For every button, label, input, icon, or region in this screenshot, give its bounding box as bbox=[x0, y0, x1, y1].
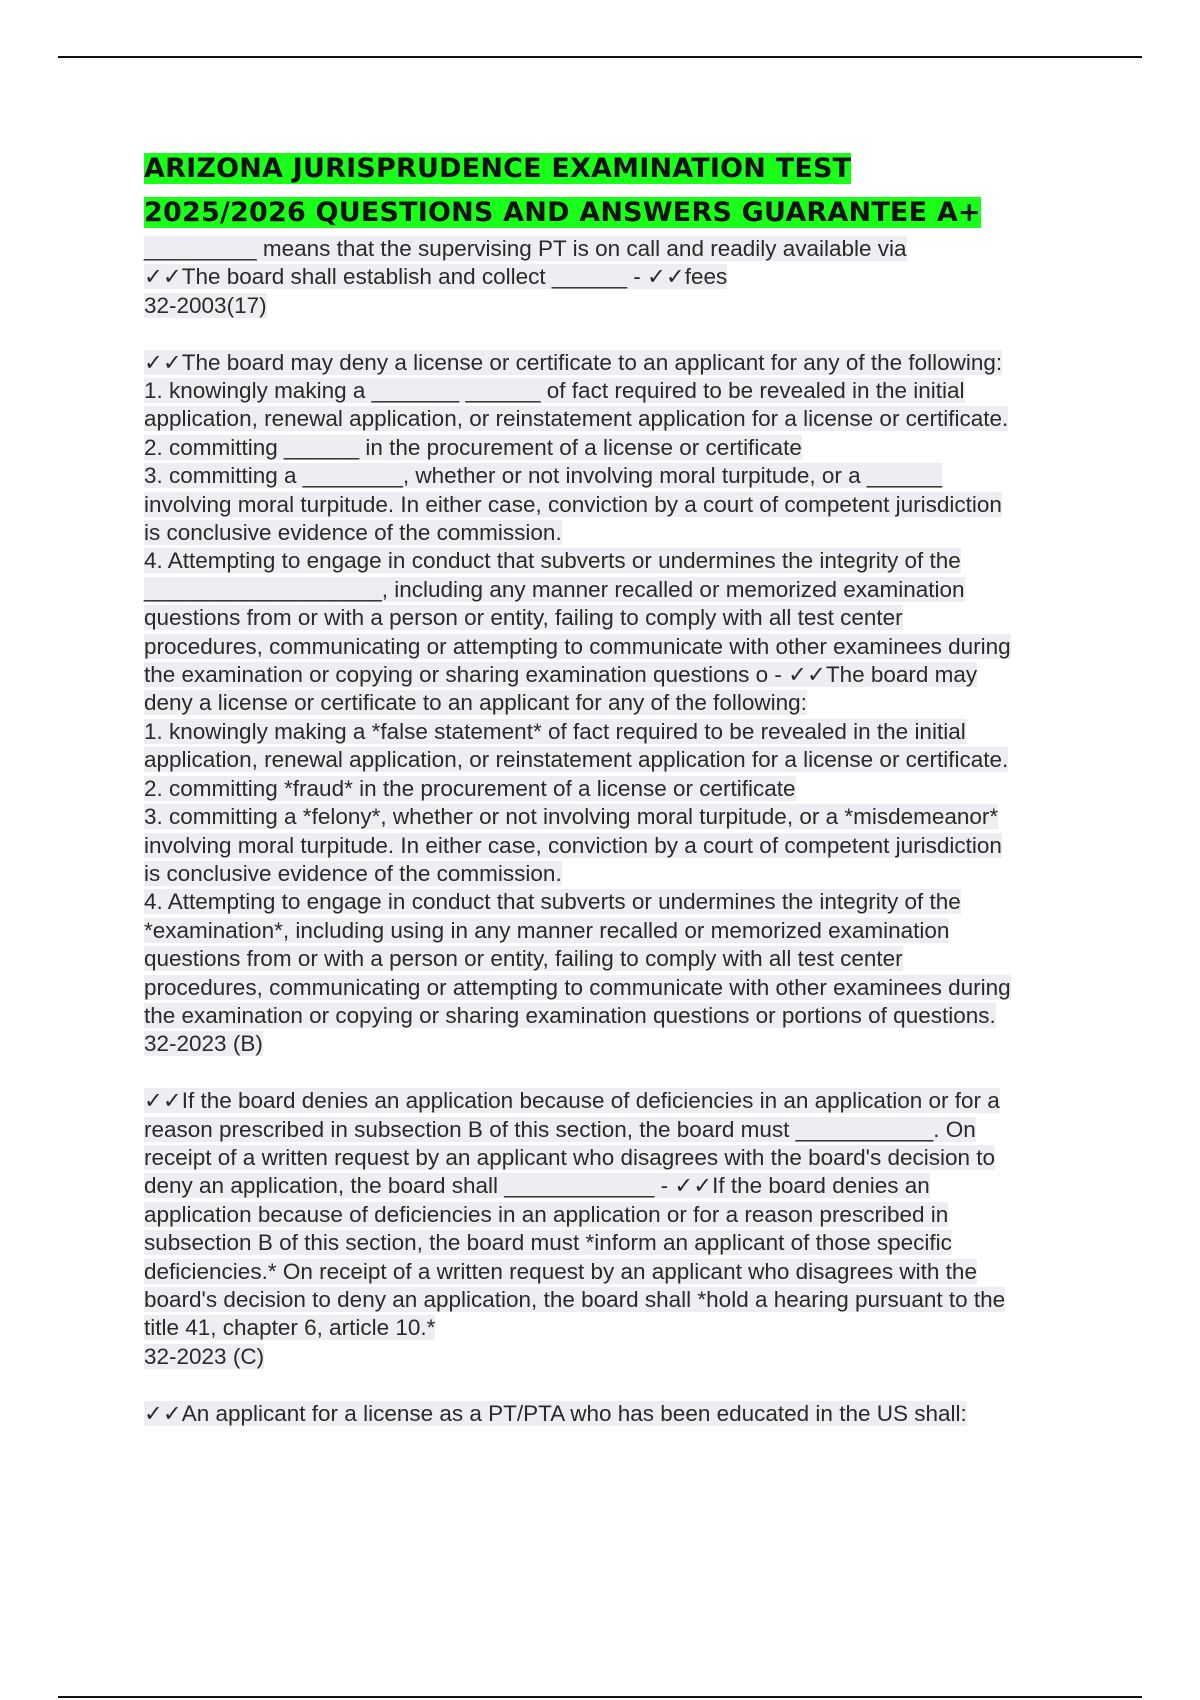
text-line-content: application, renewal application, or reinstatement application for a license or certificate. bbox=[144, 406, 1009, 432]
text-line-content: is conclusive evidence of the commission. bbox=[144, 520, 562, 546]
text-line-content: questions from or with a person or entity, failing to comply with all test center bbox=[144, 605, 903, 631]
text-line-content: *examination*, including using in any manner recalled or memorized examination bbox=[144, 917, 950, 943]
text-line bbox=[144, 1144, 1084, 1172]
qa-body bbox=[144, 235, 1084, 1428]
text-line bbox=[144, 860, 1084, 888]
paragraph-gap bbox=[144, 320, 1084, 348]
text-line-content: application, renewal application, or reinstatement application for a license or certificate. bbox=[144, 747, 1009, 773]
text-line bbox=[144, 349, 1084, 377]
text-line bbox=[144, 1172, 1084, 1200]
text-line-content: 1. knowingly making a *false statement* of fact required to be revealed in the initial bbox=[144, 718, 966, 744]
qa-block-license-denial bbox=[144, 349, 1084, 1059]
text-line bbox=[144, 434, 1084, 462]
text-line bbox=[144, 746, 1084, 774]
text-line-content: 32-2003(17) bbox=[144, 292, 267, 318]
text-line-content: 2. committing ______ in the procurement of a license or certificate bbox=[144, 434, 802, 460]
document-page bbox=[144, 147, 1084, 1428]
text-line bbox=[144, 1258, 1084, 1286]
text-line-content: ✓✓The board may deny a license or certificate to an applicant for any of the following: bbox=[144, 349, 1003, 375]
text-line bbox=[144, 491, 1084, 519]
text-line bbox=[144, 1201, 1084, 1229]
text-line-content: application because of deficiencies in an application or for a reason prescribed in bbox=[144, 1201, 949, 1227]
document-title bbox=[144, 147, 1084, 235]
text-line bbox=[144, 1030, 1084, 1058]
text-line bbox=[144, 633, 1084, 661]
text-line bbox=[144, 775, 1084, 803]
text-line bbox=[144, 974, 1084, 1002]
text-line-content: ✓✓If the board denies an application because of deficiencies in an application or for a bbox=[144, 1088, 1000, 1114]
text-line-content: procedures, communicating or attempting to communicate with other examinees during bbox=[144, 633, 1011, 659]
text-line-content: 3. committing a *felony*, whether or not involving moral turpitude, or a *misdemeanor* bbox=[144, 804, 999, 830]
text-line bbox=[144, 888, 1084, 916]
paragraph-gap bbox=[144, 1371, 1084, 1399]
text-line bbox=[144, 1343, 1084, 1371]
text-line bbox=[144, 235, 1084, 263]
text-line-content: ✓✓An applicant for a license as a PT/PTA who has been educated in the US shall: bbox=[144, 1400, 967, 1426]
text-line bbox=[144, 604, 1084, 632]
text-line-content: 1. knowingly making a _______ ______ of fact required to be revealed in the initial bbox=[144, 378, 965, 404]
text-line-content: reason prescribed in subsection B of this section, the board must ___________. On bbox=[144, 1116, 976, 1142]
text-line-content: ✓✓The board shall establish and collect ______ - ✓✓fees bbox=[144, 264, 728, 290]
text-line-content: receipt of a written request by an applicant who disagrees with the board's decision to bbox=[144, 1144, 996, 1170]
bottom-rule bbox=[58, 1696, 1142, 1698]
text-line-content: 4. Attempting to engage in conduct that subverts or undermines the integrity of the bbox=[144, 548, 961, 574]
title-line-1: ARIZONA JURISPRUDENCE EXAMINATION TEST bbox=[144, 153, 852, 184]
text-line bbox=[144, 1400, 1084, 1428]
text-line-content: questions from or with a person or entity, failing to comply with all test center bbox=[144, 946, 903, 972]
text-line bbox=[144, 832, 1084, 860]
text-line bbox=[144, 1087, 1084, 1115]
qa-block-supervision-fees bbox=[144, 235, 1084, 320]
text-line bbox=[144, 405, 1084, 433]
text-line bbox=[144, 661, 1084, 689]
text-line-content: the examination or copying or sharing examination questions o - ✓✓The board may bbox=[144, 662, 978, 688]
text-line-content: board's decision to deny an application, the board shall *hold a hearing pursuant to the bbox=[144, 1287, 1006, 1312]
text-line bbox=[144, 1314, 1084, 1342]
text-line-content: the examination or copying or sharing examination questions or portions of questions. bbox=[144, 1002, 996, 1028]
text-line-content: 4. Attempting to engage in conduct that subverts or undermines the integrity of the bbox=[144, 889, 961, 915]
text-line bbox=[144, 519, 1084, 547]
title-line-2: 2025/2026 QUESTIONS AND ANSWERS GUARANTEE A+ bbox=[144, 197, 981, 228]
text-line-content: 3. committing a ________, whether or not involving moral turpitude, or a ______ bbox=[144, 463, 942, 489]
text-line bbox=[144, 945, 1084, 973]
text-line-content: title 41, chapter 6, article 10.* bbox=[144, 1315, 436, 1341]
text-line bbox=[144, 1002, 1084, 1030]
qa-block-us-educated-applicant bbox=[144, 1400, 1084, 1428]
text-line bbox=[144, 462, 1084, 490]
text-line bbox=[144, 1286, 1084, 1314]
text-line-content: involving moral turpitude. In either case, conviction by a court of competent jurisdiction bbox=[144, 491, 1002, 517]
text-line bbox=[144, 377, 1084, 405]
text-line bbox=[144, 1116, 1084, 1144]
qa-block-application-denial bbox=[144, 1087, 1084, 1371]
top-rule bbox=[58, 56, 1142, 58]
text-line bbox=[144, 1229, 1084, 1257]
text-line-content: subsection B of this section, the board must *inform an applicant of those specific bbox=[144, 1230, 952, 1256]
text-line-content: deny a license or certificate to an applicant for any of the following: bbox=[144, 690, 807, 716]
text-line bbox=[144, 292, 1084, 320]
text-line bbox=[144, 718, 1084, 746]
text-line-content: _________ means that the supervising PT is on call and readily available via bbox=[144, 236, 907, 261]
text-line-content: deny an application, the board shall ____________ - ✓✓If the board denies an bbox=[144, 1173, 930, 1199]
text-line bbox=[144, 803, 1084, 831]
text-line-content: ___________________, including any manner recalled or memorized examination bbox=[144, 576, 965, 602]
text-line bbox=[144, 547, 1084, 575]
text-line-content: 32-2023 (C) bbox=[144, 1343, 265, 1369]
text-line bbox=[144, 689, 1084, 717]
text-line bbox=[144, 917, 1084, 945]
text-line-content: 2. committing *fraud* in the procurement of a license or certificate bbox=[144, 775, 796, 801]
paragraph-gap bbox=[144, 1059, 1084, 1087]
text-line-content: involving moral turpitude. In either case, conviction by a court of competent jurisdiction bbox=[144, 832, 1002, 858]
text-line-content: is conclusive evidence of the commission. bbox=[144, 860, 562, 886]
text-line-content: procedures, communicating or attempting to communicate with other examinees during bbox=[144, 974, 1011, 1000]
text-line bbox=[144, 263, 1084, 291]
text-line-content: deficiencies.* On receipt of a written request by an applicant who disagrees with the bbox=[144, 1258, 977, 1284]
text-line bbox=[144, 576, 1084, 604]
text-line-content: 32-2023 (B) bbox=[144, 1031, 263, 1057]
